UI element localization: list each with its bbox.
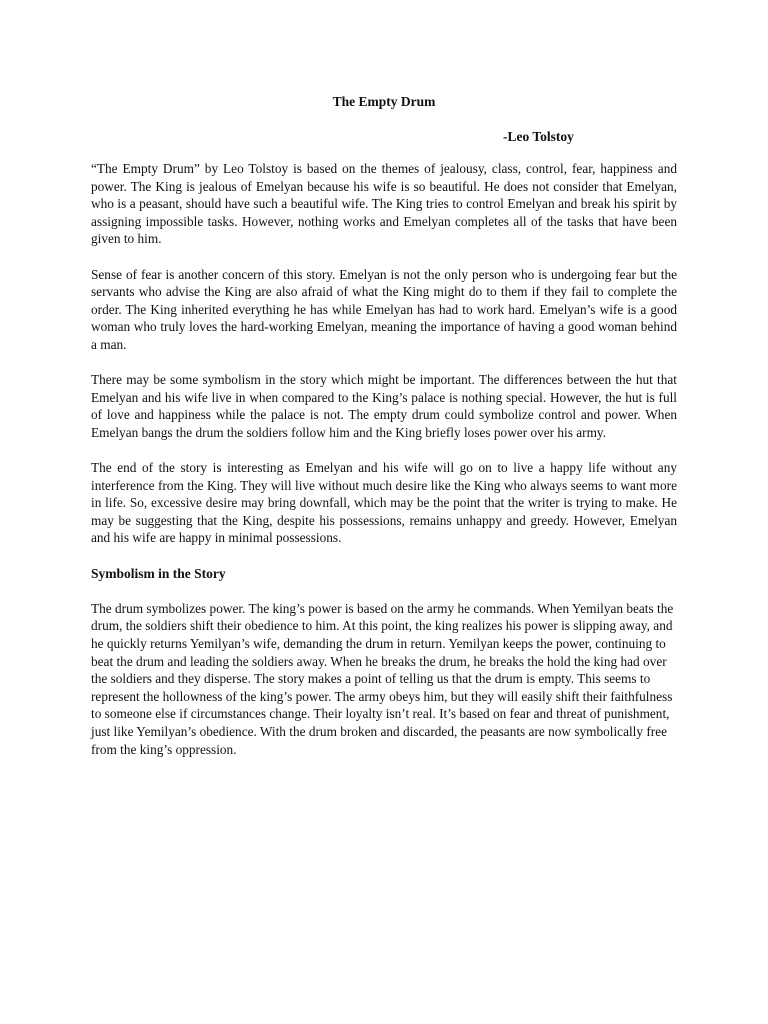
paragraph-ending: The end of the story is interesting as Emelyan and his wife will go on to live a happy life without any interference from the King. They will live without much desire like the King who always seems to want more in life. So, excessive desire may bring downfall, which may be the point that the writer is trying to make. He may be suggesting that the King, despite his possessions, remains unhappy and greedy. However, Emelyan and his wife are happy in minimal possessions. — [91, 460, 677, 546]
paragraph-drum-power: The drum symbolizes power. The king’s power is based on the army he commands. When Yemilyan beats the drum, the soldiers shift their obedience to him. At this point, the king realizes his power is slipping away, and he quickly returns Yemilyan’s wife, demanding the drum in return. Yemilyan keeps the power, continuing to beat the drum and leading the soldiers away. When he breaks the drum, he breaks the hold the king had over the soldiers and they disperse. The story makes a point of telling us that the drum is empty. This seems to represent the hollowness of the king’s power. The army obeys him, but they will easily shift their faithfulness to someone else if circumstances change. Their loyalty isn’t real. It’s based on fear and threat of punishment, just like Yemilyan’s obedience. With the drum broken and discarded, the peasants are now symbolically free from the king’s oppression. — [91, 600, 674, 757]
paragraph-fear: Sense of fear is another concern of this story. Emelyan is not the only person who is undergoing fear but the servants who advise the King are also afraid of what the King might do to them if they fail to complete the order. The King inherited everything he has while Emelyan has had to work hard. Emelyan’s wife is a good woman who truly loves the hard-working Emelyan, meaning the importance of having a good woman behind a man. — [91, 266, 677, 352]
paragraph-symbolism: There may be some symbolism in the story which might be important. The differences between the hut that Emelyan and his wife live in when compared to the King’s palace is nothing special. However, the hut is full of love and happiness while the palace is not. The empty drum could symbolize control and power. When Emelyan bangs the drum the soldiers follow him and the King briefly loses power over his army. — [91, 372, 677, 440]
document-body — [91, 160, 677, 758]
paragraph-themes: “The Empty Drum” by Leo Tolstoy is based on the themes of jealousy, class, control, fear, happiness and power. The King is jealous of Emelyan because his wife is so beautiful. He does not consider that Emelyan, who is a peasant, should have such a beautiful wife. The King tries to control Emelyan and break his spirit by assigning impossible tasks. However, nothing works and Emelyan completes all of the tasks that have been given to him. — [91, 161, 677, 247]
document-author: -Leo Tolstoy — [503, 129, 574, 144]
section-heading-symbolism: Symbolism in the Story — [91, 565, 226, 581]
document-title: The Empty Drum — [332, 94, 436, 109]
